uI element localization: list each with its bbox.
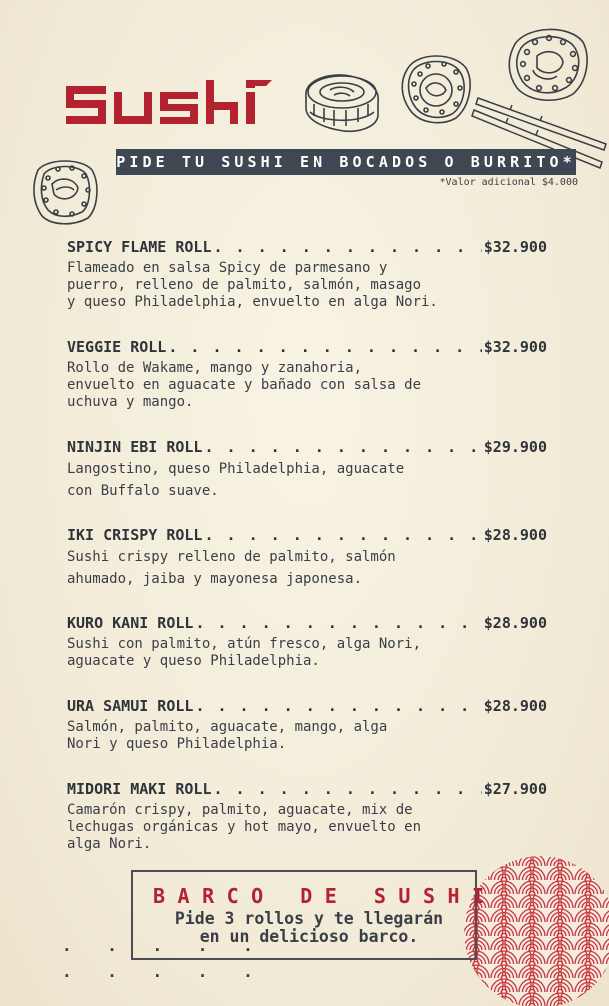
promo-text: Pide 3 rollos y te llegarán en un delicioso barco. bbox=[174, 909, 444, 946]
decorative-dots: . . . . . bbox=[62, 962, 266, 981]
item-name: URA SAMUI ROLL bbox=[67, 697, 194, 715]
item-price: $32.900 bbox=[483, 338, 547, 356]
item-name: NINJIN EBI ROLL bbox=[67, 438, 203, 456]
menu-item bbox=[67, 697, 547, 753]
item-name: VEGGIE ROLL bbox=[67, 338, 167, 356]
item-price: $32.900 bbox=[483, 238, 547, 256]
sushi-roll-icon bbox=[30, 156, 100, 226]
banner: PIDE TU SUSHI EN BOCADOS O BURRITO* bbox=[116, 149, 576, 175]
dot-leader bbox=[214, 780, 482, 798]
item-price: $29.900 bbox=[483, 438, 547, 456]
menu-item bbox=[67, 780, 547, 853]
item-description: Rollo de Wakame, mango y zanahoria, envuelto en aguacate y bañado con salsa de uchuva y mango. bbox=[67, 360, 422, 410]
item-name: SPICY FLAME ROLL bbox=[67, 238, 212, 256]
dot-leader bbox=[195, 697, 481, 715]
item-description: Salmón, palmito, aguacate, mango, alga Nori y queso Philadelphia. bbox=[67, 719, 388, 752]
item-description: Sushi con palmito, atún fresco, alga Nori, aguacate y queso Philadelphia. bbox=[67, 636, 422, 669]
dot-leader bbox=[195, 614, 481, 632]
dot-leader bbox=[214, 238, 482, 256]
additional-cost-note: *Valor adicional $4.000 bbox=[439, 177, 578, 188]
promo-title: BARCO DE SUSHI bbox=[153, 884, 497, 908]
item-name: KURO KANI ROLL bbox=[67, 614, 194, 632]
dot-leader bbox=[204, 438, 481, 456]
dot-leader bbox=[168, 338, 481, 356]
dot-leader bbox=[204, 526, 481, 544]
sushi-roll-icon bbox=[398, 48, 474, 128]
menu-item bbox=[67, 526, 547, 590]
seigaiha-wave-pattern bbox=[462, 852, 609, 1006]
item-description: Camarón crispy, palmito, aguacate, mix de lechugas orgánicas y hot mayo, envuelto en alga Nori. bbox=[67, 802, 422, 852]
item-price: $28.900 bbox=[483, 526, 547, 544]
menu-item bbox=[67, 614, 547, 670]
item-description: Langostino, queso Philadelphia, aguacate con Buffalo suave. bbox=[67, 461, 405, 499]
sushi-roll-icon bbox=[300, 68, 384, 136]
item-description: Flameado en salsa Spicy de parmesano y puerro, relleno de palmito, salmón, masago y queso Philadelphia, envuelto en alga Nori. bbox=[67, 260, 438, 310]
menu-item bbox=[67, 338, 547, 411]
menu-item bbox=[67, 238, 547, 311]
sushi-logo bbox=[66, 80, 272, 128]
item-price: $28.900 bbox=[483, 614, 547, 632]
item-name: IKI CRISPY ROLL bbox=[67, 526, 203, 544]
item-price: $27.900 bbox=[483, 780, 547, 798]
item-name: MIDORI MAKI ROLL bbox=[67, 780, 212, 798]
item-price: $28.900 bbox=[483, 697, 547, 715]
decorative-dots: . . . . . bbox=[62, 936, 266, 955]
menu-item bbox=[67, 438, 547, 502]
item-description: Sushi crispy relleno de palmito, salmón ahumado, jaiba y mayonesa japonesa. bbox=[67, 549, 396, 587]
